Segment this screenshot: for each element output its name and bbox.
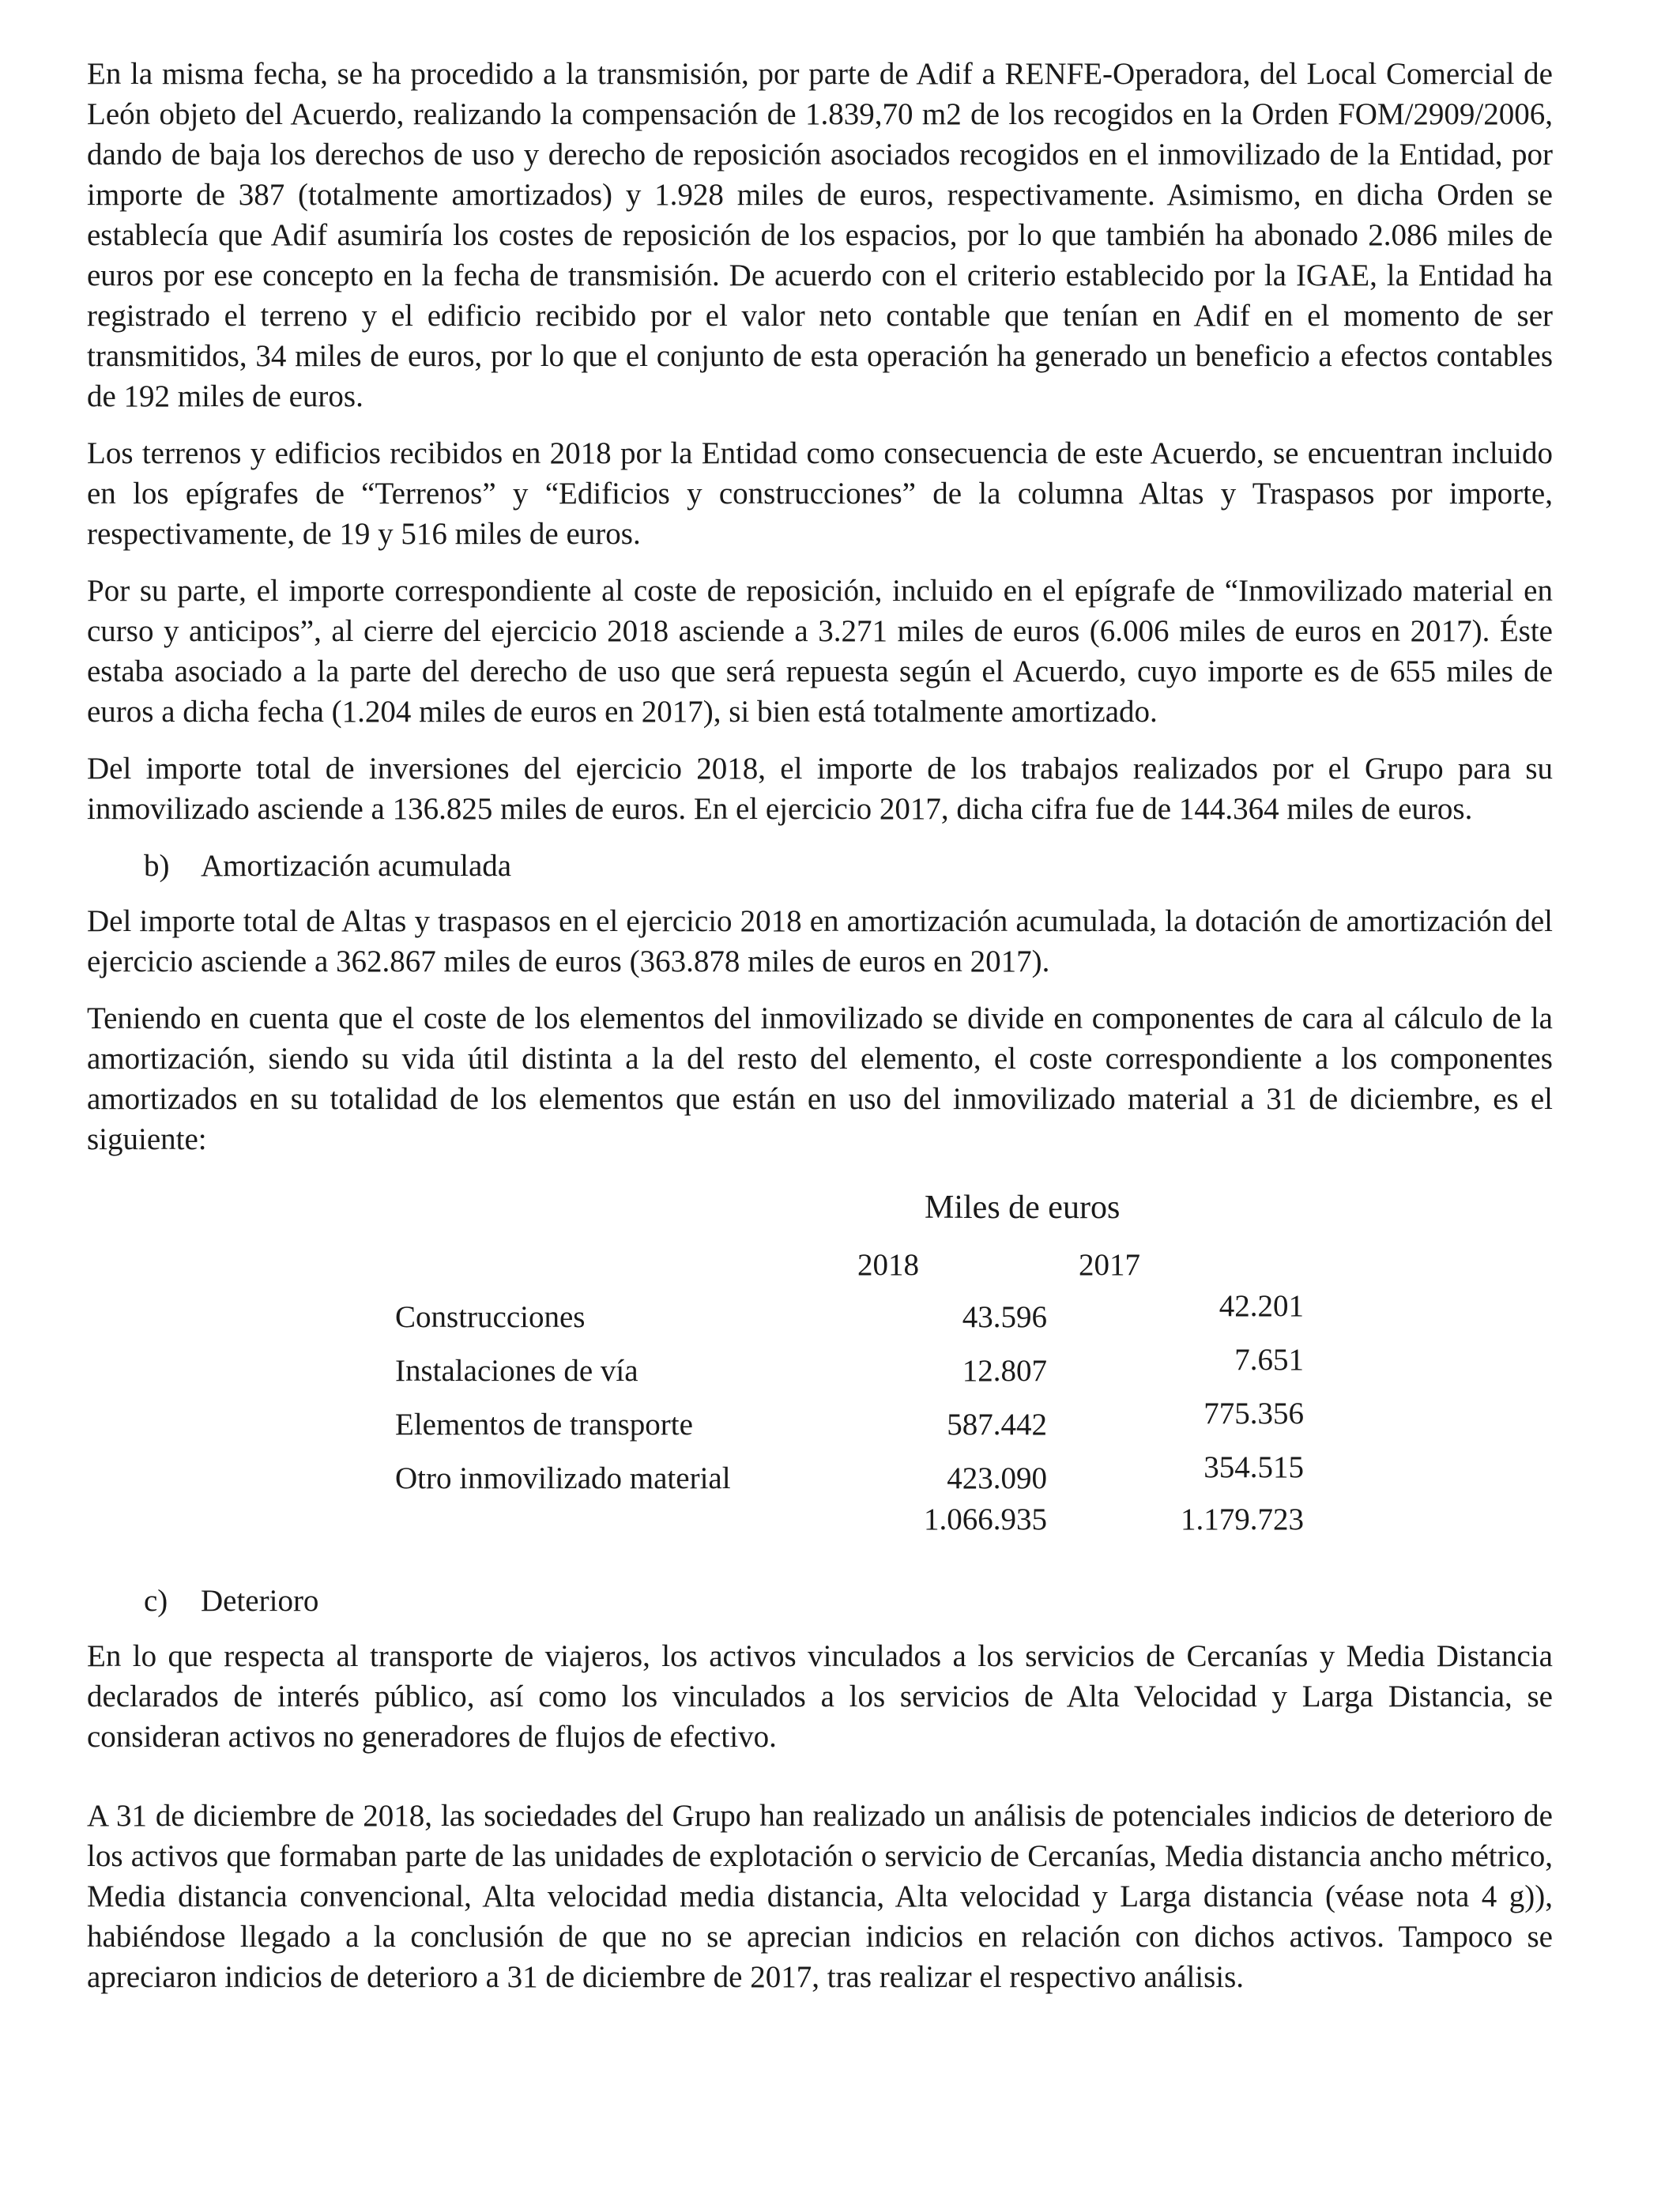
table-cell-2017: 354.515: [1203, 1450, 1304, 1484]
paragraph-analisis-deterioro: A 31 de diciembre de 2018, las sociedades del Grupo han realizado un análisis de potenciales indicios de deterioro de los activos que formaban parte de las unidades de explotación o servicio de Cercanías, Media distancia ancho métrico, Media distancia convencional, Alta velocidad media distancia, Alta velocidad y Larga distancia (véase nota 4 g)), habiéndose llegado a la conclusión de que no se aprecian indicios en relación con dichos activos. Tampoco se apreciaron indicios de deterioro a 31 de diciembre de 2017, tras realizar el respectivo análisis.: [87, 1799, 1553, 1994]
table-row-label: Construcciones: [395, 1300, 586, 1334]
table-cell-2017: 7.651: [1234, 1343, 1304, 1377]
table-cell-2018: 587.442: [947, 1408, 1047, 1442]
table-cell-2018: 12.807: [962, 1354, 1047, 1388]
section-heading-deterioro: [144, 1581, 1553, 1621]
amortized-components-table: [87, 1183, 1553, 1573]
paragraph-spacer: [87, 1774, 1553, 1796]
table-row-label: Otro inmovilizado material: [395, 1461, 731, 1495]
paragraph-transporte-viajeros: En lo que respecta al transporte de viajeros, los activos vinculados a los servicios de Cercanías y Media Distancia declarados de interés público, así como los vinculados a los servicios de Alta Velocidad y Larga Distancia, se consideran activos no generadores de flujos de efectivo.: [87, 1639, 1553, 1754]
table-unit-header: Miles de euros: [925, 1189, 1121, 1226]
paragraph-dotacion-amortizacion: Del importe total de Altas y traspasos en el ejercicio 2018 en amortización acumulada, la dotación de amortización del ejercicio asciende a 362.867 miles de euros (363.878 miles de euros en 2017).: [87, 904, 1553, 978]
section-title: Amortización acumulada: [201, 849, 512, 883]
section-marker: c): [144, 1584, 168, 1618]
document-page: [87, 54, 1553, 2014]
table-row-label: Elementos de transporte: [395, 1408, 693, 1442]
section-marker: b): [144, 849, 170, 883]
paragraph-coste-reposicion: Por su parte, el importe correspondiente al coste de reposición, incluido en el epígrafe de “Inmovilizado material en curso y anticipos”, al cierre del ejercicio 2018 asciende a 3.271 miles de euros (6.006 miles de euros en 2017). Éste estaba asociado a la parte del derecho de uso que será repuesta según el Acuerdo, cuyo importe es de 655 miles de euros a dicha fecha (1.204 miles de euros en 2017), si bien está totalmente amortizado.: [87, 574, 1553, 729]
paragraph-adif-transmission: En la misma fecha, se ha procedido a la transmisión, por parte de Adif a RENFE-Operadora, del Local Comercial de León objeto del Acuerdo, realizando la compensación de 1.839,70 m2 de los recogidos en la Orden FOM/2909/2006, dando de baja los derechos de uso y derecho de reposición asociados recogidos en el inmovilizado de la Entidad, por importe de 387 (totalmente amortizados) y 1.928 miles de euros, respectivamente. Asimismo, en dicha Orden se establecía que Adif asumiría los costes de reposición de los espacios, por lo que también ha abonado 2.086 miles de euros por ese concepto en la fecha de transmisión. De acuerdo con el criterio establecido por la IGAE, la Entidad ha registrado el terreno y el edificio recibido por el valor neto contable que tenían en Adif en el momento de ser transmitidos, 34 miles de euros, por lo que el conjunto de esta operación ha generado un beneficio a efectos contables de 192 miles de euros.: [87, 57, 1553, 413]
table-row-label: Instalaciones de vía: [395, 1354, 638, 1388]
section-title: Deterioro: [201, 1584, 319, 1618]
section-heading-amortizacion: [144, 846, 1553, 886]
table-cell-2017: 42.201: [1219, 1289, 1304, 1323]
table-total-2017: 1.179.723: [1181, 1502, 1304, 1536]
table-cell-2018: 423.090: [947, 1461, 1047, 1495]
table-cell-2018: 43.596: [962, 1300, 1047, 1334]
table-total-2018: 1.066.935: [924, 1502, 1047, 1536]
paragraph-componentes: Teniendo en cuenta que el coste de los elementos del inmovilizado se divide en componentes de cara al cálculo de la amortización, siendo su vida útil distinta a la del resto del elemento, el coste correspondiente a los componentes amortizados en su totalidad de los elementos que están en uso del inmovilizado material a 31 de diciembre, es el siguiente:: [87, 1001, 1553, 1156]
table-column-header-2018: 2018: [857, 1248, 919, 1282]
paragraph-inversiones: Del importe total de inversiones del ejercicio 2018, el importe de los trabajos realizados por el Grupo para su inmovilizado asciende a 136.825 miles de euros. En el ejercicio 2017, dicha cifra fue de 144.364 miles de euros.: [87, 752, 1553, 826]
table-cell-2017: 775.356: [1203, 1397, 1304, 1431]
paragraph-terrenos-edificios: Los terrenos y edificios recibidos en 2018 por la Entidad como consecuencia de este Acuerdo, se encuentran incluido en los epígrafes de “Terrenos” y “Edificios y construcciones” de la columna Altas y Traspasos por importe, respectivamente, de 19 y 516 miles de euros.: [87, 436, 1553, 551]
table-column-header-2017: 2017: [1079, 1248, 1140, 1282]
